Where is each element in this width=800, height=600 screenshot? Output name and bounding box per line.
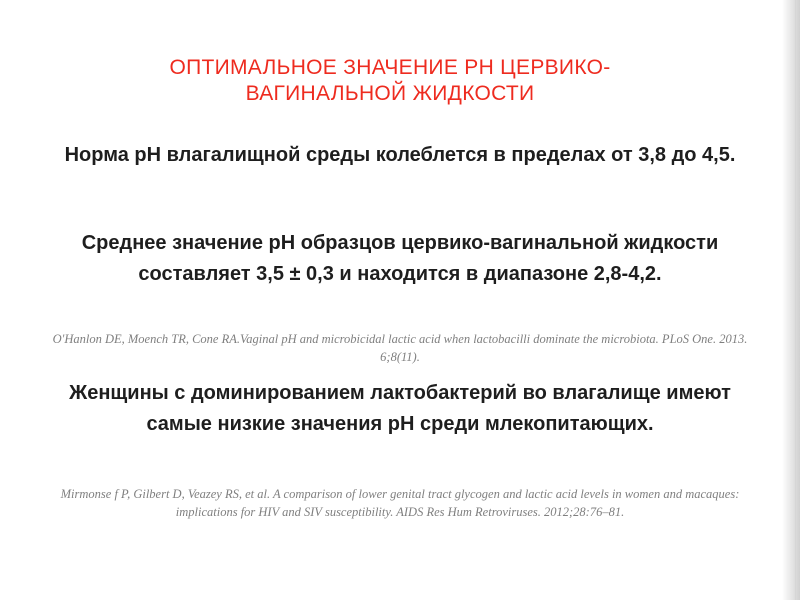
citation-mirmonsef: Mirmonse f P, Gilbert D, Veazey RS, et al. A comparison of lower genital tract glycogen and lactic acid levels in women and macaques: implications for HIV and SIV susceptibility. AIDS Res Hum Retroviruses. 2012;28:76–81. <box>60 487 740 519</box>
paragraph-lactobacilli: Женщины с доминированием лактобактерий во влагалище имеют самые низкие значения рН среди млекопитающих. <box>69 382 731 435</box>
paragraph-ph-norm: Норма рН влагалищной среды колеблется в пределах от 3,8 до 4,5. <box>64 144 736 166</box>
citation-ohanlon: O'Hanlon DE, Moench TR, Cone RA.Vaginal pH and microbicidal lactic acid when lactobacilli dominate the microbiota. PLoS One. 2013. 6;8(11). <box>52 332 748 364</box>
paragraph-ph-average: Среднее значение рН образцов цервико-вагинальной жидкости составляет 3,5 ± 0,3 и находится в диапазоне 2,8-4,2. <box>81 232 719 285</box>
slide-edge-shadow <box>782 0 800 600</box>
slide-edge-line <box>795 0 796 600</box>
slide-title: ОПТИМАЛЬНОЕ ЗНАЧЕНИЕ РН ЦЕРВИКО-ВАГИНАЛЬНОЙ ЖИДКОСТИ <box>169 56 611 105</box>
